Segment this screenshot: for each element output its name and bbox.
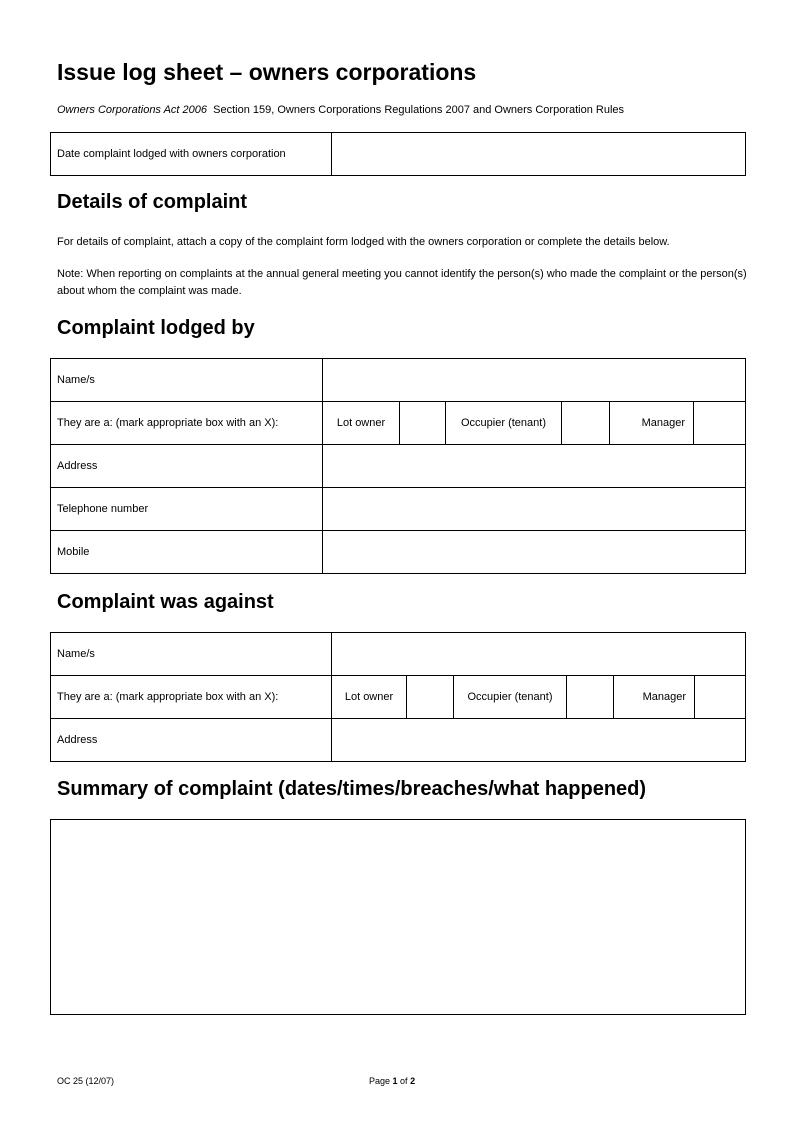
date-lodged-label: Date complaint lodged with owners corporation: [51, 133, 332, 176]
lodged-by-telephone-field[interactable]: [323, 488, 746, 531]
lodged-by-table: [50, 358, 746, 574]
against-address-field[interactable]: [332, 719, 746, 762]
lodged-by-occupier-checkbox[interactable]: [562, 402, 610, 445]
act-name: Owners Corporations Act 2006: [57, 104, 207, 116]
against-heading: Complaint was against: [57, 591, 274, 613]
lodged-by-names-field[interactable]: [323, 359, 746, 402]
lodged-by-type-row: [51, 402, 746, 445]
lodged-by-lot-owner-checkbox[interactable]: [400, 402, 446, 445]
summary-heading: Summary of complaint (dates/times/breaches/what happened): [57, 778, 647, 800]
lodged-by-heading: Complaint lodged by: [57, 317, 255, 339]
summary-field[interactable]: [50, 819, 746, 1015]
against-names-label: Name/s: [51, 633, 332, 676]
against-manager-checkbox[interactable]: [695, 676, 746, 719]
page-of: of: [397, 1076, 411, 1086]
lodged-by-address-field[interactable]: [323, 445, 746, 488]
against-occupier-checkbox[interactable]: [567, 676, 614, 719]
against-names-field[interactable]: [332, 633, 746, 676]
lodged-by-names-row: [51, 359, 746, 402]
lodged-by-type-label: They are a: (mark appropriate box with an X):: [51, 402, 323, 445]
against-occupier-label: Occupier (tenant): [454, 676, 567, 719]
against-manager-label: Manager: [614, 676, 695, 719]
lodged-by-telephone-row: [51, 488, 746, 531]
lodged-by-lot-owner-label: Lot owner: [323, 402, 400, 445]
against-lot-owner-label: Lot owner: [332, 676, 407, 719]
lodged-by-names-label: Name/s: [51, 359, 323, 402]
lodged-by-manager-label: Manager: [610, 402, 694, 445]
lodged-by-occupier-label: Occupier (tenant): [446, 402, 562, 445]
page-prefix: Page: [369, 1076, 393, 1086]
against-address-row: [51, 719, 746, 762]
legislation-rest: Section 159, Owners Corporations Regulations 2007 and Owners Corporation Rules: [213, 104, 625, 116]
page-number: [369, 1076, 415, 1086]
lodged-by-address-row: [51, 445, 746, 488]
date-lodged-table: [50, 132, 746, 176]
lodged-by-mobile-row: [51, 531, 746, 574]
legislation-reference: [57, 104, 624, 116]
against-type-row: [51, 676, 746, 719]
form-code: OC 25 (12/07): [57, 1076, 115, 1086]
page-current: 1: [392, 1076, 398, 1086]
page-total: 2: [410, 1076, 416, 1086]
details-note: Note: When reporting on complaints at the annual general meeting you cannot identify the person(s) who made the complaint or the person(s) about whom the complaint was made.: [57, 268, 747, 297]
page-title: Issue log sheet – owners corporations: [57, 59, 477, 85]
date-lodged-row: [51, 133, 746, 176]
against-type-label: They are a: (mark appropriate box with an X):: [51, 676, 332, 719]
lodged-by-mobile-field[interactable]: [323, 531, 746, 574]
lodged-by-address-label: Address: [51, 445, 323, 488]
against-lot-owner-checkbox[interactable]: [407, 676, 454, 719]
against-names-row: [51, 633, 746, 676]
against-address-label: Address: [51, 719, 332, 762]
date-lodged-field[interactable]: [332, 133, 746, 176]
against-table: [50, 632, 746, 762]
lodged-by-mobile-label: Mobile: [51, 531, 323, 574]
lodged-by-manager-checkbox[interactable]: [694, 402, 746, 445]
details-instructions: For details of complaint, attach a copy of the complaint form lodged with the owners corporation or complete the details below.: [57, 236, 670, 248]
lodged-by-telephone-label: Telephone number: [51, 488, 323, 531]
details-heading: Details of complaint: [57, 191, 248, 213]
